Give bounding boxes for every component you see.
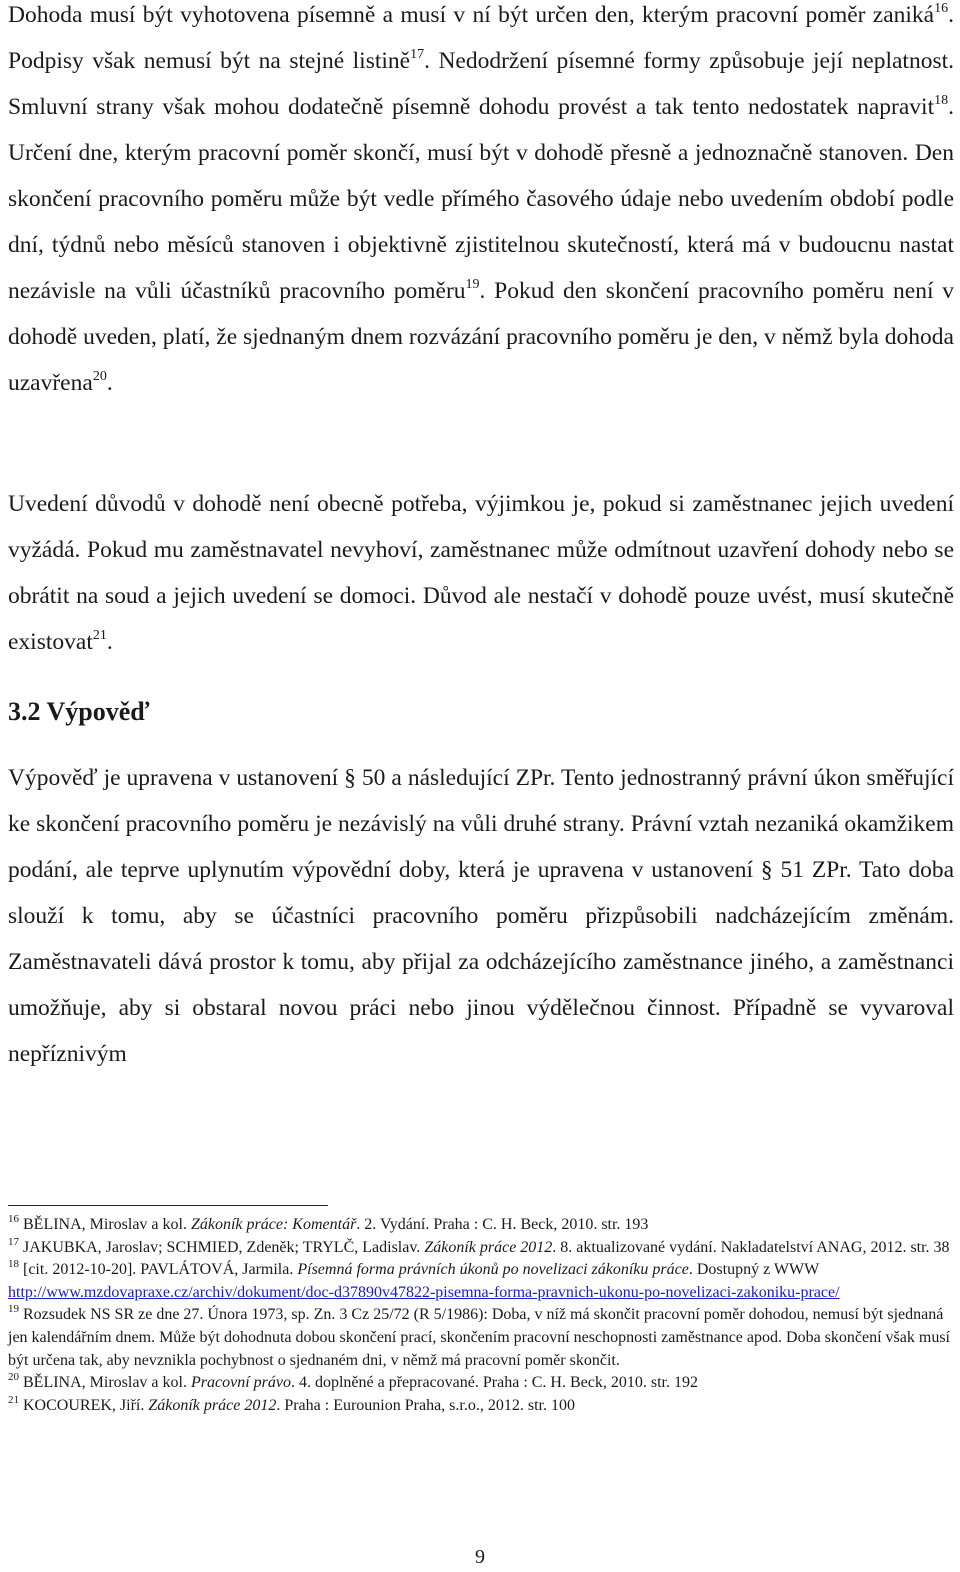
body-paragraph-3 bbox=[8, 755, 954, 1077]
footnote-title: Zákoník práce 2012 bbox=[424, 1238, 553, 1256]
footnote-text: . Praha : Eurounion Praha, s.r.o., 2012. str. 100 bbox=[276, 1396, 575, 1414]
paragraph-text: . Nedodržení písemné formy způsobuje její neplatnost. Smluvní strany však mohou dodatečně písemně dohodu provést a tak tento nedostatek napravit bbox=[8, 48, 954, 120]
footnote-19 bbox=[8, 1304, 954, 1372]
body-paragraph-2 bbox=[8, 481, 954, 665]
footnote-number: 17 bbox=[8, 1235, 19, 1248]
footnote-ref-19[interactable]: 19 bbox=[465, 277, 480, 292]
footnote-text: [cit. 2012-10-20]. PAVLÁTOVÁ, Jarmila. bbox=[23, 1261, 298, 1279]
footnote-20 bbox=[8, 1372, 954, 1395]
footnote-text: . 2. Vydání. Praha : C. H. Beck, 2010. str. 193 bbox=[356, 1216, 649, 1233]
footnote-number: 20 bbox=[8, 1371, 19, 1384]
paragraph-text: . bbox=[106, 629, 113, 655]
footnote-number: 19 bbox=[8, 1303, 19, 1316]
footnote-title: Pracovní právo bbox=[190, 1374, 291, 1392]
footnote-title: Zákoník práce 2012 bbox=[148, 1396, 277, 1414]
footnote-title: Zákoník práce: Komentář bbox=[190, 1216, 357, 1233]
paragraph-text: . Pokud den skončení pracovního poměru není v dohodě uveden, platí, že sjednaným dnem rozvázání pracovního poměru je den, v němž byla dohoda uzavřena bbox=[8, 278, 954, 396]
footnote-ref-16[interactable]: 16 bbox=[934, 1, 949, 16]
footnote-link[interactable]: http://www.mzdovapraxe.cz/archiv/dokument/doc-d37890v47822-pisemna-forma-pravnich-ukonu-po-novelizaci-zakoniku-prace/ bbox=[8, 1283, 840, 1301]
paragraph-text: Uvedení důvodů v dohodě není obecně potřeba, výjimkou je, pokud si zaměstnanec jejich uvedení vyžádá. Pokud mu zaměstnavatel nevyhoví, zaměstnanec může odmítnout uzavření dohody nebo se obrátit na soud a jejich uvedení se domoci. Důvod ale nestačí v dohodě pouze uvést, musí skutečně existovat bbox=[8, 491, 954, 655]
footnote-17 bbox=[8, 1237, 954, 1260]
footnote-text: BĚLINA, Miroslav a kol. bbox=[23, 1216, 191, 1233]
paragraph-text: Výpověď je upravena v ustanovení § 50 a následující ZPr. Tento jednostranný právní úkon směřující ke skončení pracovního poměru je nezávislý na vůli druhé strany. Právní vztah nezaniká okamžikem podání, ale teprve uplynutím výpovědní doby, která je upravena v ustanovení § 51 ZPr. Tato doba slouží k tomu, aby se účastníci pracovního poměru přizpůsobili nadcházejícím změnám. Zaměstnavateli dává prostor k tomu, aby přijal za odcházejícího zaměstnance jiného, a zaměstnanci umožňuje, aby si obstaral novou práci nebo jinou výdělečnou činnost. Případně se vyvaroval nepříznivým bbox=[8, 765, 954, 1067]
footnote-ref-21[interactable]: 21 bbox=[92, 628, 107, 643]
footnote-ref-20[interactable]: 20 bbox=[92, 369, 107, 384]
footnote-number: 18 bbox=[8, 1258, 19, 1271]
footnote-text: Rozsudek NS SR ze dne 27. Února 1973, sp. Zn. 3 Cz 25/72 (R 5/1986): Doba, v níž má skončit pracovní poměr dohodou, nemusí být sjednaná jen kalendářním dnem. Může být dohodnuta dobou skončení prací, skončením pracovní neschopnosti zaměstnance apod. Doba skončení však musí být určena tak, aby nevznikla pochybnost o sjednaném dni, v němž má pracovní poměr skončit. bbox=[8, 1306, 950, 1369]
paragraph-text: . bbox=[106, 370, 113, 396]
body-paragraph-1 bbox=[8, 0, 954, 406]
footnote-title: Písemná forma právních úkonů po novelizaci zákoníku práce bbox=[297, 1261, 689, 1279]
footnote-divider bbox=[8, 1205, 328, 1206]
footnote-number: 21 bbox=[8, 1393, 19, 1406]
footnote-ref-17[interactable]: 17 bbox=[410, 47, 425, 62]
footnote-text: KOCOUREK, Jiří. bbox=[23, 1396, 149, 1414]
paragraph-text: . Určení dne, kterým pracovní poměr skončí, musí být v dohodě přesně a jednoznačně stanoven. Den skončení pracovního poměru může být vedle přímého časového údaje nebo uvedením období podle dní, týdnů nebo měsíců stanoven i objektivně zjistitelnou skutečností, která má v budoucnu nastat nezávisle na vůli účastníků pracovního poměru bbox=[8, 94, 954, 304]
footnote-text: JAKUBKA, Jaroslav; SCHMIED, Zdeněk; TRYLČ, Ladislav. bbox=[23, 1238, 425, 1256]
paragraph-text: . Podpisy však nemusí být na stejné listině bbox=[8, 2, 954, 74]
footnote-18 bbox=[8, 1259, 954, 1304]
footnote-16 bbox=[8, 1214, 954, 1237]
page-number: 9 bbox=[475, 1546, 485, 1568]
footnote-text: . 8. aktualizované vydání. Nakladatelství ANAG, 2012. str. 38 bbox=[552, 1238, 950, 1256]
paragraph-text: Dohoda musí být vyhotovena písemně a musí v ní být určen den, kterým pracovní poměr zaniká bbox=[8, 2, 935, 28]
section-heading: 3.2 Výpověď bbox=[8, 697, 150, 726]
footnote-number: 16 bbox=[8, 1213, 19, 1225]
footnotes bbox=[8, 1214, 954, 1417]
footnote-text: . 4. doplněné a přepracované. Praha : C. H. Beck, 2010. str. 192 bbox=[290, 1374, 698, 1392]
footnote-text: . Dostupný z WWW bbox=[688, 1261, 819, 1279]
footnote-ref-18[interactable]: 18 bbox=[934, 93, 949, 108]
footnote-text: BĚLINA, Miroslav a kol. bbox=[23, 1374, 191, 1392]
footnote-21 bbox=[8, 1395, 954, 1418]
